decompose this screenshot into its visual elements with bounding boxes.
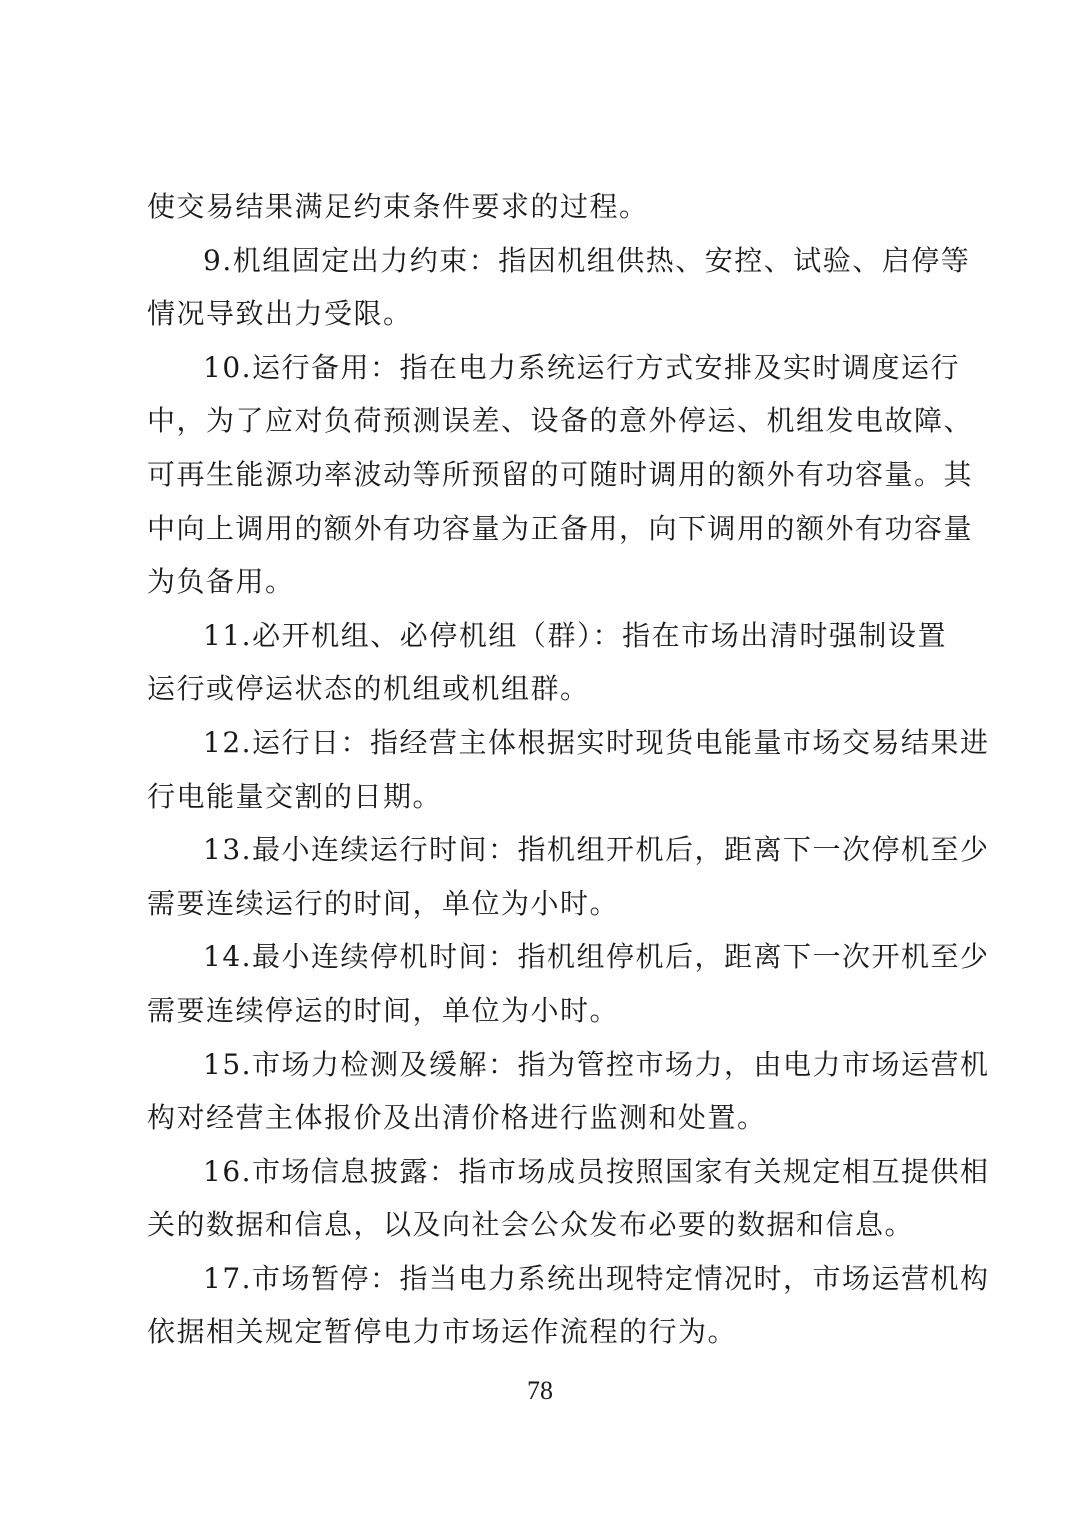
text-line: 需要连续运行的时间，单位为小时。 xyxy=(147,886,620,920)
text-line: 17.市场暂停：指当电力系统出现特定情况时，市场运营机构 xyxy=(203,1261,990,1295)
text-line: 关的数据和信息，以及向社会公众发布必要的数据和信息。 xyxy=(147,1208,915,1242)
text-line: 11.必开机组、必停机组（群）：指在市场出清时强制设置 xyxy=(203,618,947,652)
text-line: 13.最小连续运行时间：指机组开机后，距离下一次停机至少 xyxy=(203,833,990,867)
text-line: 14.最小连续停机时间：指机组停机后，距离下一次开机至少 xyxy=(203,940,990,974)
text-line: 16.市场信息披露：指市场成员按照国家有关规定相互提供相 xyxy=(203,1154,990,1188)
text-line: 运行或停运状态的机组或机组群。 xyxy=(147,672,590,706)
text-line: 10.运行备用：指在电力系统运行方式安排及实时调度运行 xyxy=(203,350,961,384)
document-body xyxy=(147,180,990,1359)
text-line: 为负备用。 xyxy=(147,565,295,599)
text-line: 行电能量交割的日期。 xyxy=(147,779,443,813)
text-line: 情况导致出力受限。 xyxy=(147,297,413,331)
page-number: 78 xyxy=(527,1376,553,1405)
text-line: 12.运行日：指经营主体根据实时现货电能量市场交易结果进 xyxy=(203,725,990,759)
text-line: 9.机组固定出力约束：指因机组供热、安控、试验、启停等 xyxy=(203,243,971,277)
text-line: 15.市场力检测及缓解：指为管控市场力，由电力市场运营机 xyxy=(203,1047,990,1081)
text-line: 构对经营主体报价及出清价格进行监测和处置。 xyxy=(147,1101,767,1135)
text-line: 使交易结果满足约束条件要求的过程。 xyxy=(147,190,649,223)
text-line: 中向上调用的额外有功容量为正备用，向下调用的额外有功容量 xyxy=(147,511,974,545)
text-line: 中，为了应对负荷预测误差、设备的意外停运、机组发电故障、 xyxy=(147,404,974,438)
text-line: 需要连续停运的时间，单位为小时。 xyxy=(147,993,620,1027)
text-line: 可再生能源功率波动等所预留的可随时调用的额外有功容量。其 xyxy=(147,457,974,491)
text-line: 依据相关规定暂停电力市场运作流程的行为。 xyxy=(147,1315,738,1349)
